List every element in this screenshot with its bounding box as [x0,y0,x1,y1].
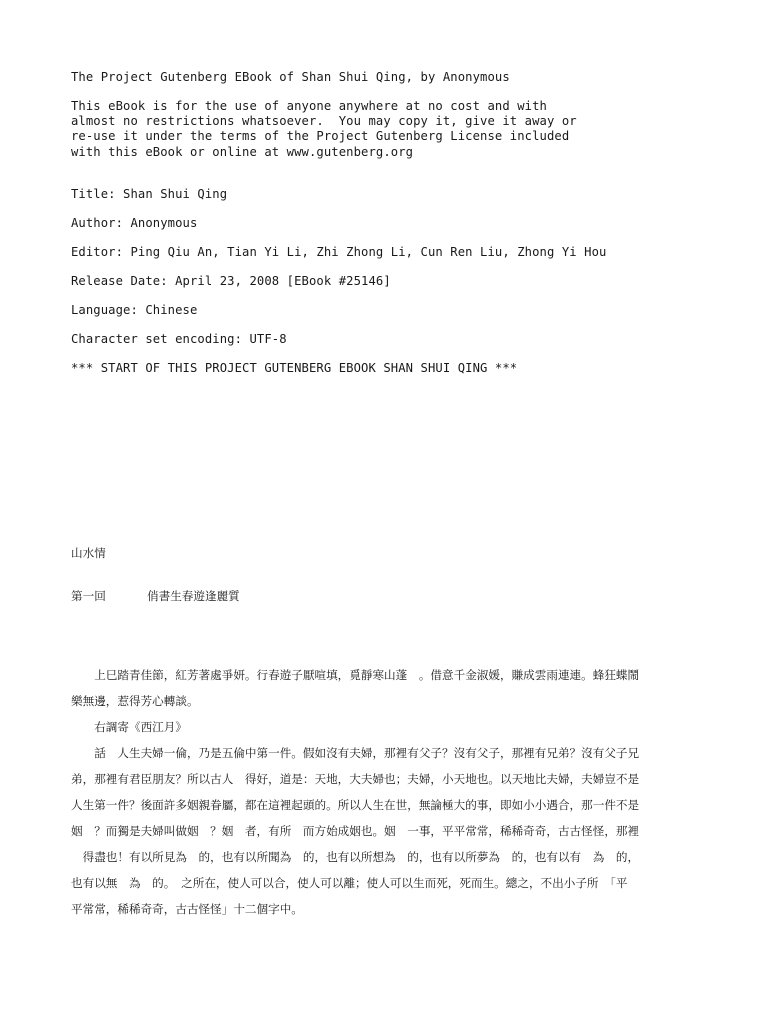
start-marker: *** START OF THIS PROJECT GUTENBERG EBOOK SHAN SHUI QING *** [71,361,518,375]
text-line: 樂無邊，惹得芳心轉談。 [71,694,199,708]
license-line-url: with this eBook or online at www.gutenberg.org [71,144,414,159]
meta-title: Title: Shan Shui Qing [71,187,228,201]
meta-editor: Editor: Ping Qiu An, Tian Yi Li, Zhi Zhong Li, Cun Ren Liu, Zhong Yi Hou [71,245,607,259]
text-line: 人生第一件？後面許多姻親眷屬，都在這裡起頭的。所以人生在世，無論極大的事，即如小小遇合，那一件不是 [71,798,640,812]
text-line: 平常常，稀稀奇奇，古古怪怪」十二個字中。 [71,902,303,916]
text-line: 得盡也！有以所見為 的，也有以所聞為 的，也有以所想為 的，也有以所夢為 的，也有以有 為 的， [71,850,640,864]
text-line: 話 人生夫婦一倫，乃是五倫中第一件。假如沒有夫婦，那裡有父子？沒有父子，那裡有兄弟？沒有父子兄 [71,746,640,760]
poem-attribution [71,714,691,740]
meta-author: Author: Anonymous [71,216,198,230]
meta-release-date: Release Date: April 23, 2008 [EBook #25146] [71,274,391,288]
narrative-paragraph [71,740,691,922]
meta-encoding: Character set encoding: UTF-8 [71,332,287,346]
chapter-title: 俏書生春遊逢麗質 [147,589,240,603]
license-line: This eBook is for the use of anyone anywhere at no cost and with [71,99,547,113]
text-line: 右調寄《西江月》 [71,720,187,734]
text-line: 上巳踏青佳節，紅芳著處爭妍。行春遊子厭喧填，覓靜寒山蓬 。借意千金淑媛，賺成雲雨連連。蜂狂蝶鬧 [71,668,640,682]
text-line: 也有以無 為 的。 之所在，使人可以合，使人可以離；使人可以生而死，死而生。總之，不出小子所 「平 [71,876,628,890]
meta-language: Language: Chinese [71,303,198,317]
text-line: 弟，那裡有君臣朋友？所以古人 得好，道是：天地，大夫婦也；夫婦，小天地也。以天地比夫婦，夫婦豈不是 [71,772,640,786]
chapter-heading [71,588,240,604]
book-title: 山水情 [71,546,106,560]
license-line: almost no restrictions whatsoever. You may copy it, give it away or [71,114,577,129]
opening-poem [71,662,691,714]
license-line: re-use it under the terms of the Project Gutenberg License included [71,129,570,144]
chapter-number: 第一回 [71,589,106,603]
license-notice [71,99,577,160]
text-line: 姻 ？而獨是夫婦叫做姻 ？姻 者，有所 而方始成姻也。姻 一事，平平常常，稀稀奇奇，古古怪怪，那裡 [71,824,640,838]
ebook-header-title: The Project Gutenberg EBook of Shan Shui Qing, by Anonymous [71,70,510,84]
